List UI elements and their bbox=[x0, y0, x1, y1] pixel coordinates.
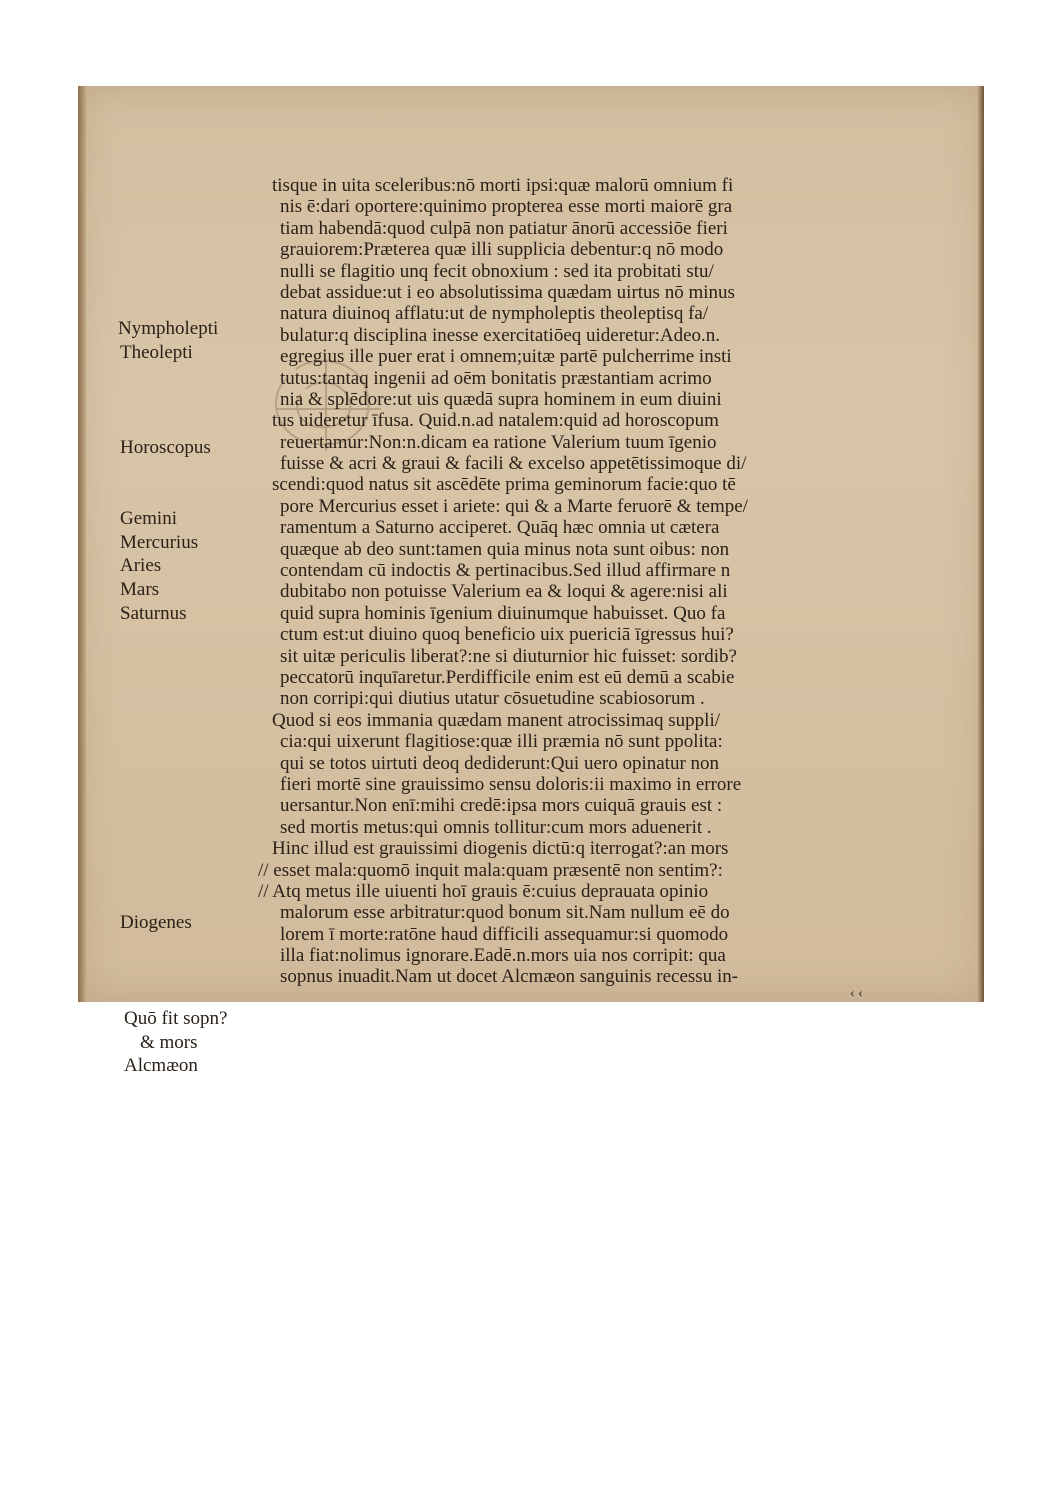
margin-note-gemini: Gemini bbox=[120, 508, 177, 529]
text-line: nis ē:dari oportere:quinimo propterea esse morti maiorē gra bbox=[280, 196, 733, 218]
margin-note-saturnus: Saturnus bbox=[120, 603, 187, 624]
page-number: ‹ ‹ bbox=[850, 986, 863, 1001]
margin-note-nympholepti: Nympholepti bbox=[118, 318, 219, 339]
text-line: tisque in uita sceleribus:nō morti ipsi:quæ malorū omnium fi bbox=[272, 175, 734, 196]
text-line: fieri mortē sine grauissimo sensu doloris:ii maximo in errore bbox=[280, 773, 742, 795]
text-line: reuertamur:Non:n.dicam ea ratione Valerium tuum īgenio bbox=[280, 431, 717, 453]
text-line: nulli se flagitio unq fecit obnoxium : sed ita probitati stu/ bbox=[280, 260, 714, 282]
text-line: cia:qui uixerunt flagitiose:quæ illi præmia nō sunt ppolita: bbox=[280, 731, 723, 753]
margin-note-mercurius: Mercurius bbox=[120, 532, 199, 553]
text-line: uersantur.Non enī:mihi credē:ipsa mors cuiquā grauis est : bbox=[280, 795, 723, 817]
text-line: illa fiat:nolimus ignorare.Eadē.n.mors uia nos corripit: qua bbox=[280, 945, 726, 967]
margin-note-diogenes: Diogenes bbox=[120, 912, 192, 933]
text-line: lorem ī morte:ratōne haud difficili assequamur:si quomodo bbox=[280, 923, 729, 945]
text-line: peccatorū inquīaretur.Perdifficile enim est eū demū a scabie bbox=[280, 666, 735, 688]
text-line: tiam habendā:quod culpā non patiatur ānorū accessiōe fieri bbox=[280, 217, 728, 239]
margin-note-aries: Aries bbox=[120, 555, 162, 576]
text-line: pore Mercurius esset i ariete: qui & a Marte feruorē & tempe/ bbox=[280, 495, 748, 517]
text-line: quæque ab deo sunt:tamen quia minus nota sunt oibus: non bbox=[280, 538, 730, 560]
manuscript-page bbox=[78, 86, 984, 1076]
margin-note-alcmaeon: Alcmæon bbox=[124, 1055, 198, 1076]
text-line: // Atq metus ille uiuenti hoī grauis ē:cuius deprauata opinio bbox=[258, 880, 709, 902]
margin-note-theolepti: Theolepti bbox=[120, 342, 193, 363]
text-line: ramentum a Saturno acciperet. Quāq hæc omnia ut cætera bbox=[280, 517, 720, 539]
text-line: sit uitæ periculis liberat?:ne si diuturnior hic fuisset: sordib? bbox=[280, 645, 737, 667]
text-line: contendam cū indoctis & pertinacibus.Sed illud affirmare n bbox=[280, 560, 731, 582]
text-line: debat assidue:ut i eo absolutissima quædam uirtus nō minus bbox=[280, 281, 735, 303]
text-line: Quod si eos immania quædam manent atrocissimaq suppli/ bbox=[272, 709, 721, 731]
text-line: grauiorem:Præterea quæ illi supplicia debentur:q nō modo bbox=[280, 239, 724, 261]
text-line: sed mortis metus:qui omnis tollitur:cum mors aduenerit . bbox=[280, 816, 712, 838]
margin-note-mars: Mars bbox=[120, 579, 160, 600]
text-line: qui se totos uirtuti deoq dediderunt:Qui uero opinatur non bbox=[280, 752, 720, 774]
text-line: nia & splēdore:ut uis quædā supra hominem in eum diuini bbox=[280, 388, 722, 410]
text-line: scendi:quod natus sit ascēdēte prima geminorum facie:quo tē bbox=[272, 474, 736, 496]
margin-note-quo-fit-sopn: Quō fit sopn? bbox=[124, 1008, 228, 1029]
margin-note-et-mors: & mors bbox=[140, 1032, 198, 1053]
text-line: Hinc illud est grauissimi diogenis dictū:q iterrogat?:an mors bbox=[272, 838, 729, 860]
text-line: ctum est:ut diuino quoq beneficio uix puericiā īgressus hui? bbox=[280, 624, 734, 646]
text-line: sopnus inuadit.Nam ut docet Alcmæon sanguinis recessu in- bbox=[280, 966, 739, 988]
text-line: quid supra hominis īgenium diuinumque habuisset. Quo fa bbox=[280, 602, 726, 624]
text-line: malorum esse arbitratur:quod bonum sit.Nam nullum eē do bbox=[280, 902, 730, 924]
margin-note-horoscopus: Horoscopus bbox=[120, 437, 211, 458]
text-line: egregius ille puer erat i omnem;uitæ partē pulcherrime insti bbox=[280, 346, 732, 368]
main-text-block bbox=[258, 175, 902, 988]
text-line: // esset mala:quomō inquit mala:quam præsentē non sentim?: bbox=[258, 859, 723, 881]
text-line: tus uideretur īfusa. Quid.n.ad natalem:quid ad horoscopum bbox=[272, 410, 719, 432]
text-line: dubitabo non potuisse Valerium ea & loqui & agere:nisi ali bbox=[280, 581, 728, 603]
text-line: tutus:tantaq ingenii ad oēm bonitatis præstantiam acrimo bbox=[280, 367, 712, 389]
page-right-edge bbox=[978, 86, 984, 1002]
text-line: non corripi:qui diutius utatur cōsuetudine scabiosorum . bbox=[280, 688, 705, 710]
text-line: fuisse & acri & graui & facili & excelso appetētissimoque di/ bbox=[280, 453, 747, 475]
text-line: natura diuinoq afflatu:ut de nympholeptis theoleptisq fa/ bbox=[280, 303, 709, 325]
page-left-edge bbox=[78, 86, 86, 1002]
text-line: bulatur:q disciplina inesse exercitatiōeq uideretur:Adeo.n. bbox=[280, 324, 721, 346]
